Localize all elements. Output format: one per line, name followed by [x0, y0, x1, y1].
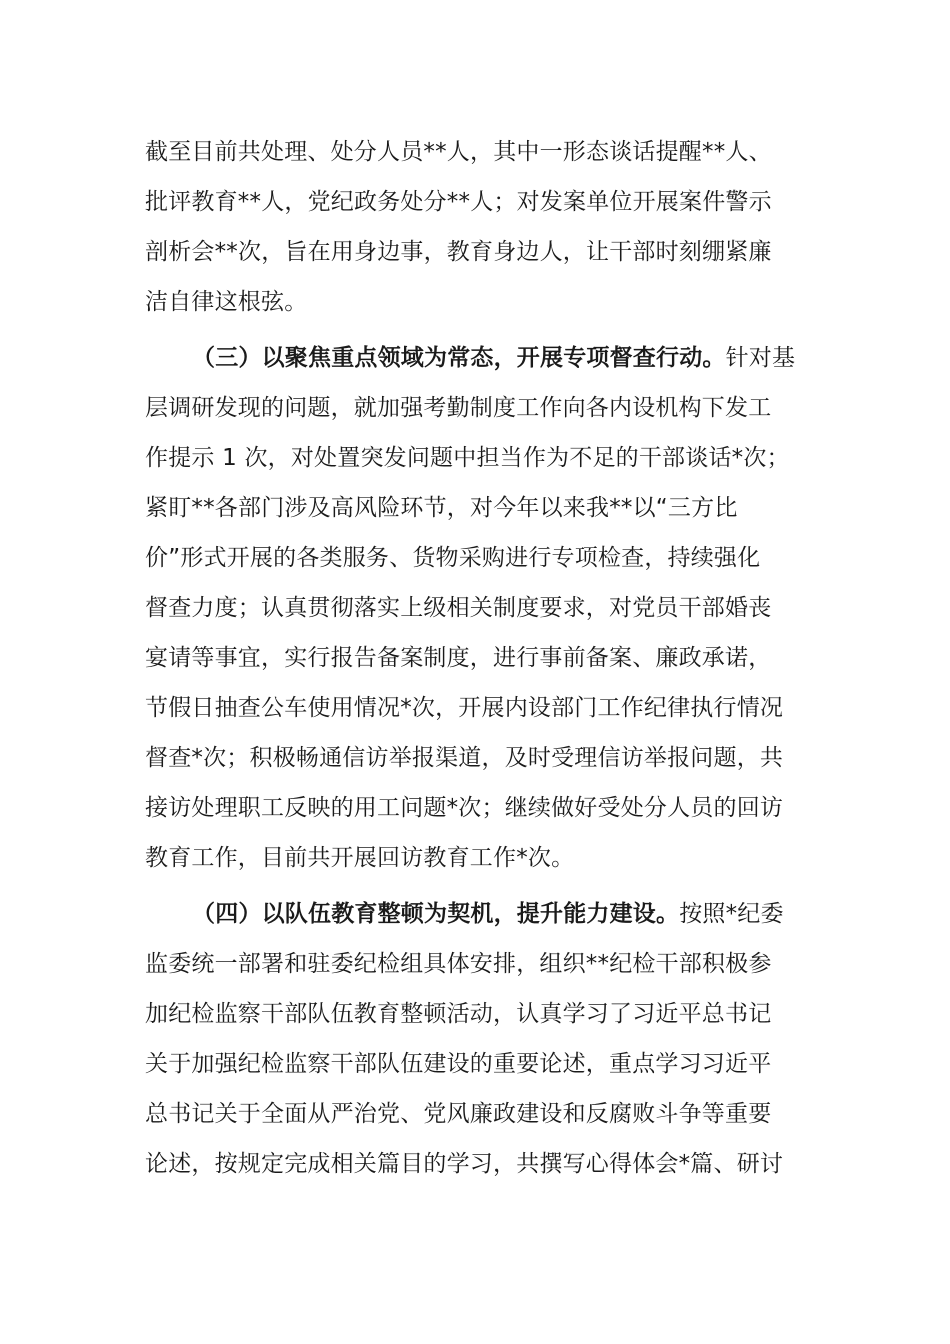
- paragraph-line: 批评教育**人，党纪政务处分**人；对发案单位开展案件警示: [145, 189, 772, 215]
- paragraph-line: 论述，按规定完成相关篇目的学习，共撰写心得体会*篇、研讨: [145, 1151, 784, 1177]
- paragraph-line: 洁自律这根弦。: [145, 289, 308, 315]
- paragraph-line: 作提示 1 次，对处置突发问题中担当作为不足的干部谈话*次；: [145, 445, 790, 471]
- paragraph-line: 宴请等事宜，实行报告备案制度，进行事前备案、廉政承诺，: [145, 645, 772, 671]
- paragraph-text: 针对基: [725, 345, 796, 371]
- paragraph-text: 按照*纪委: [679, 901, 784, 927]
- paragraph-line: 加纪检监察干部队伍教育整顿活动，认真学习了习近平总书记: [145, 1001, 772, 1027]
- paragraph-line: 价”形式开展的各类服务、货物采购进行专项检查，持续强化: [145, 545, 761, 571]
- paragraph-first-line: [192, 338, 810, 378]
- paragraph-line: 督查*次；积极畅通信访举报渠道，及时受理信访举报问题，共: [145, 745, 784, 771]
- paragraph-line: 关于加强纪检监察干部队伍建设的重要论述，重点学习习近平: [145, 1051, 772, 1077]
- paragraph-line: 紧盯**各部门涉及高风险环节，对今年以来我**以“三方比: [145, 495, 738, 521]
- paragraph-line: 接访处理职工反映的用工问题*次；继续做好受处分人员的回访: [145, 795, 784, 821]
- paragraph-first-line: [192, 894, 810, 934]
- paragraph-line: 层调研发现的问题，就加强考勤制度工作向各内设机构下发工: [145, 395, 772, 421]
- paragraph-line: 总书记关于全面从严治党、党风廉政建设和反腐败斗争等重要: [145, 1101, 772, 1127]
- paragraph-line: 节假日抽查公车使用情况*次，开展内设部门工作纪律执行情况: [145, 695, 784, 721]
- section-heading: （四）以队伍教育整顿为契机，提升能力建设。: [192, 901, 680, 927]
- paragraph-line: 剖析会**次，旨在用身边事，教育身边人，让干部时刻绷紧廉: [145, 239, 772, 265]
- paragraph-line: 教育工作，目前共开展回访教育工作*次。: [145, 845, 575, 871]
- paragraph-line: 截至目前共处理、处分人员**人，其中一形态谈话提醒**人、: [145, 139, 772, 165]
- paragraph-line: 监委统一部署和驻委纪检组具体安排，组织**纪检干部积极参: [145, 951, 772, 977]
- paragraph-line: 督查力度；认真贯彻落实上级相关制度要求，对党员干部婚丧: [145, 595, 772, 621]
- section-heading: （三）以聚焦重点领域为常态，开展专项督查行动。: [192, 345, 726, 371]
